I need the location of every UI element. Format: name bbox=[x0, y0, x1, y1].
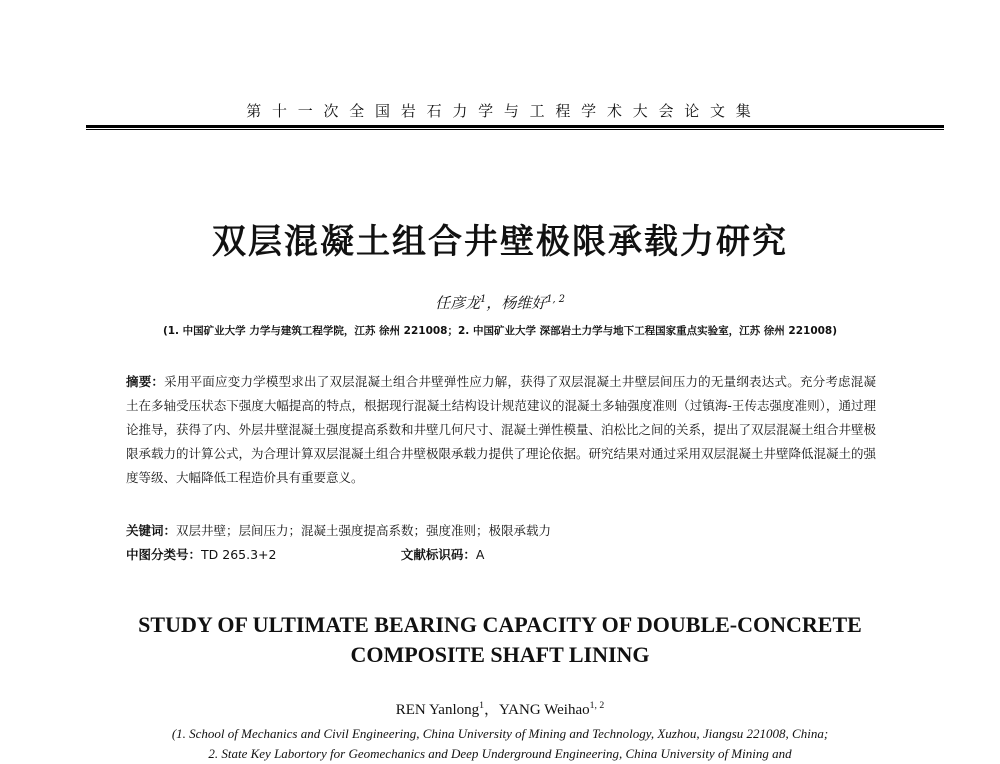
english-title-line-2: COMPOSITE SHAFT LINING bbox=[350, 642, 650, 667]
author-2-sup: 1, 2 bbox=[546, 294, 565, 305]
chinese-title: 双层混凝土组合井壁极限承载力研究 bbox=[212, 222, 788, 262]
en-author-separator: ， bbox=[484, 702, 500, 718]
en-author-2-name: YANG Weihao bbox=[499, 702, 590, 718]
author-2-name: 杨维好 bbox=[501, 294, 547, 312]
en-author-1-sup: 1 bbox=[479, 700, 484, 711]
author-1-name: 任彦龙 bbox=[435, 294, 481, 312]
abstract bbox=[126, 370, 876, 490]
chinese-authors bbox=[0, 292, 1000, 313]
keywords-text: 双层井壁；层间压力；混凝土强度提高系数；强度准则；极限承载力 bbox=[176, 523, 552, 538]
document-code-value: A bbox=[475, 547, 485, 562]
classification-line bbox=[126, 545, 876, 563]
header-rule-thin bbox=[86, 129, 944, 130]
chinese-affiliation: (1. 中国矿业大学 力学与建筑工程学院，江苏 徐州 221008；2. 中国矿业大学 深部岩土力学与地下工程国家重点实验室，江苏 徐州 221008) bbox=[162, 325, 838, 337]
keywords bbox=[126, 521, 876, 539]
english-title-line-1: STUDY OF ULTIMATE BEARING CAPACITY OF DOUBLE-CONCRETE bbox=[138, 612, 862, 637]
english-affiliation bbox=[0, 724, 1000, 764]
classification-label: 中图分类号： bbox=[126, 547, 202, 562]
running-header: 第 十 一 次 全 国 岩 石 力 学 与 工 程 学 术 大 会 论 文 集 bbox=[246, 102, 754, 120]
english-title bbox=[0, 610, 1000, 670]
abstract-text: 采用平面应变力学模型求出了双层混凝土组合井壁弹性应力解，获得了双层混凝土井壁层间压力的无量纲表达式。充分考虑混凝土在多轴受压状态下强度大幅提高的特点，根据现行混凝土结构设计规范建议的混凝土多轴强度准则（过镇海-王传志强度准则），通过理论推导，获得了内、外层井壁混凝土强度提高系数和井壁几何尺寸、混凝土弹性模量、泊松比之间的关系，提出了双层混凝土组合井壁极限承载力的计算公式，为合理计算双层混凝土组合井壁极限承载力提供了理论依据。研究结果对通过采用双层混凝土井壁降低混凝土的强度等级、大幅降低工程造价具有重要意义。 bbox=[126, 374, 877, 485]
en-author-2-sup: 1, 2 bbox=[589, 700, 605, 711]
header-rule-thick bbox=[86, 125, 944, 128]
english-affiliation-line-2: 2. State Key Labortory for Geomechanics and Deep Underground Engineering, China University of Mining and bbox=[208, 746, 792, 761]
english-affiliation-line-1: (1. School of Mechanics and Civil Engineering, China University of Mining and Technology, Xuzhou, Jiangsu 221008, China; bbox=[171, 726, 829, 741]
english-authors bbox=[0, 698, 1000, 719]
abstract-label: 摘要： bbox=[126, 374, 165, 389]
en-author-1-name: REN Yanlong bbox=[395, 702, 480, 718]
author-1-sup: 1 bbox=[480, 294, 487, 305]
author-separator: ， bbox=[486, 294, 502, 312]
document-code-label: 文献标识码： bbox=[400, 547, 476, 562]
classification-value: TD 265.3+2 bbox=[201, 547, 277, 562]
keywords-label: 关键词： bbox=[126, 523, 177, 538]
